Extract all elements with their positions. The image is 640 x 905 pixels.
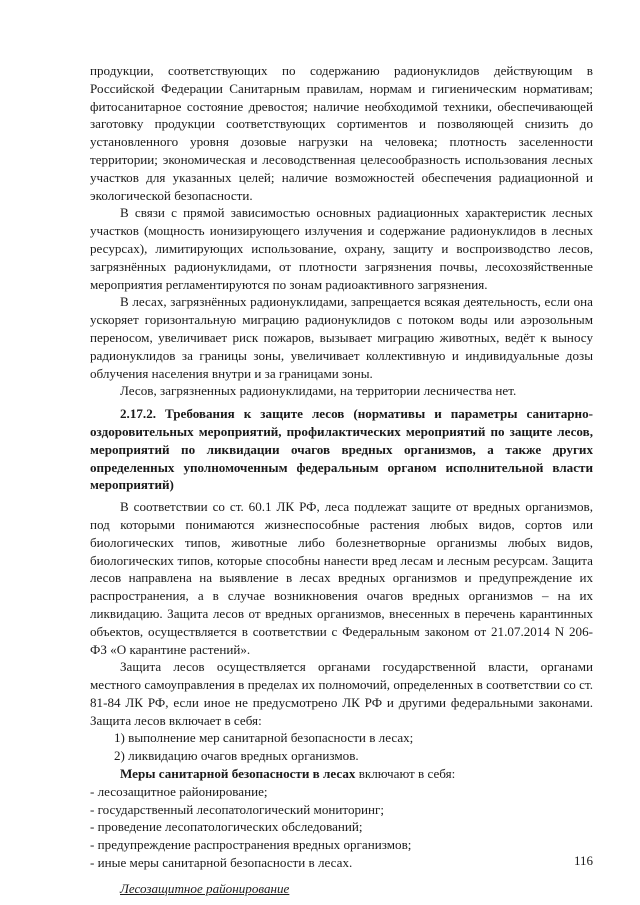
dash-item-3: - проведение лесопатологических обследований; xyxy=(90,819,363,835)
section-heading: 2.17.2. Требования к защите лесов (нормативы и параметры санитарно-оздоровительных мероприятий, профилактических мероприятий по защите лесов, мероприятий по ликвидации очагов вредных организмов, а также других определенных уполномоченным федеральным органом исполнительной власти мероприятий) xyxy=(90,406,593,493)
dash-item-1: - лесозащитное районирование; xyxy=(90,783,268,799)
dash-item-2: - государственный лесопатологический мониторинг; xyxy=(90,801,385,817)
paragraph-5: В соответствии со ст. 60.1 ЛК РФ, леса подлежат защите от вредных организмов, под которыми понимаются жизнеспособные растения любых видов, сортов или биологических типов, животные либо болезнетворные организмы любых видов, биологических типов, которые способны нанести вред лесам и лесным ресурсам. Защита лесов направлена на выявление в лесах вредных организмов и предупреждение их распространения, а в случае возникновения очагов вредных организмов – на их ликвидацию. Защита лесов от вредных организмов, внесенных в перечень карантинных объектов, осуществляется в соответствии с Федеральным законом от 21.07.2014 N 206-ФЗ «О карантине растений». xyxy=(90,499,593,657)
paragraph-6: Защита лесов осуществляется органами государственной власти, органами местного самоуправления в пределах их полномочий, определенных в соответствии со ст. 81-84 ЛК РФ, если иное не предусмотрено ЛК РФ и другими федеральными законами. Защита лесов включает в себя: xyxy=(90,659,593,728)
numbered-item-1: 1) выполнение мер санитарной безопасности в лесах; xyxy=(114,730,414,746)
paragraph-4: Лесов, загрязненных радионуклидами, на территории лесничества нет. xyxy=(120,383,517,399)
dash-item-5: - иные меры санитарной безопасности в лесах. xyxy=(90,855,353,871)
paragraph-2: В связи с прямой зависимостью основных радиационных характеристик лесных участков (мощность ионизирующего излучения и содержание радионуклидов в лесных ресурсах), лимитирующих использование, охрану, защиту и воспроизводство лесов, загрязнённых радионуклидами, от плотности загрязнения почвы, лесохозяйственные мероприятия регламентируются по зонам радиоактивного загрязнения. xyxy=(90,205,593,292)
numbered-item-2: 2) ликвидацию очагов вредных организмов. xyxy=(114,748,359,764)
dash-item-4: - предупреждение распространения вредных организмов; xyxy=(90,837,412,853)
sanitary-measures-rest: включают в себя: xyxy=(355,766,456,782)
subsection-title: Лесозащитное районирование xyxy=(120,880,290,896)
sanitary-measures-label: Меры санитарной безопасности в лесах xyxy=(120,766,356,782)
sanitary-measures-intro xyxy=(90,765,593,783)
paragraph-3: В лесах, загрязнённых радионуклидами, запрещается всякая деятельность, если она ускоряет горизонтальную миграцию радионуклидов с потоком воды или аэрозольным переносом, увеличивает риск пожаров, вызывает миграцию животных, ведёт к выносу радионуклидов за границы зоны, увеличивает коллективную и индивидуальные дозы облучения населения внутри и за границами зоны. xyxy=(90,294,593,381)
paragraph-1: продукции, соответствующих по содержанию радионуклидов действующим в Российской Федерации Санитарным правилам, нормам и гигиеническим нормативам; фитосанитарное состояние древостоя; наличие необходимой техники, обеспечивающей заготовку продукции соответствующих сортиментов и позволяющей снизить до установленного уровня дозовые нагрузки на человека; плотность заселенности территории; экономическая и лесоводственная целесообразность использования лесных участков для указанных целей; наличие возможностей обеспечения радиационной и экологической безопасности. xyxy=(90,63,593,203)
page-number: 116 xyxy=(573,853,593,868)
page-content xyxy=(90,62,593,898)
